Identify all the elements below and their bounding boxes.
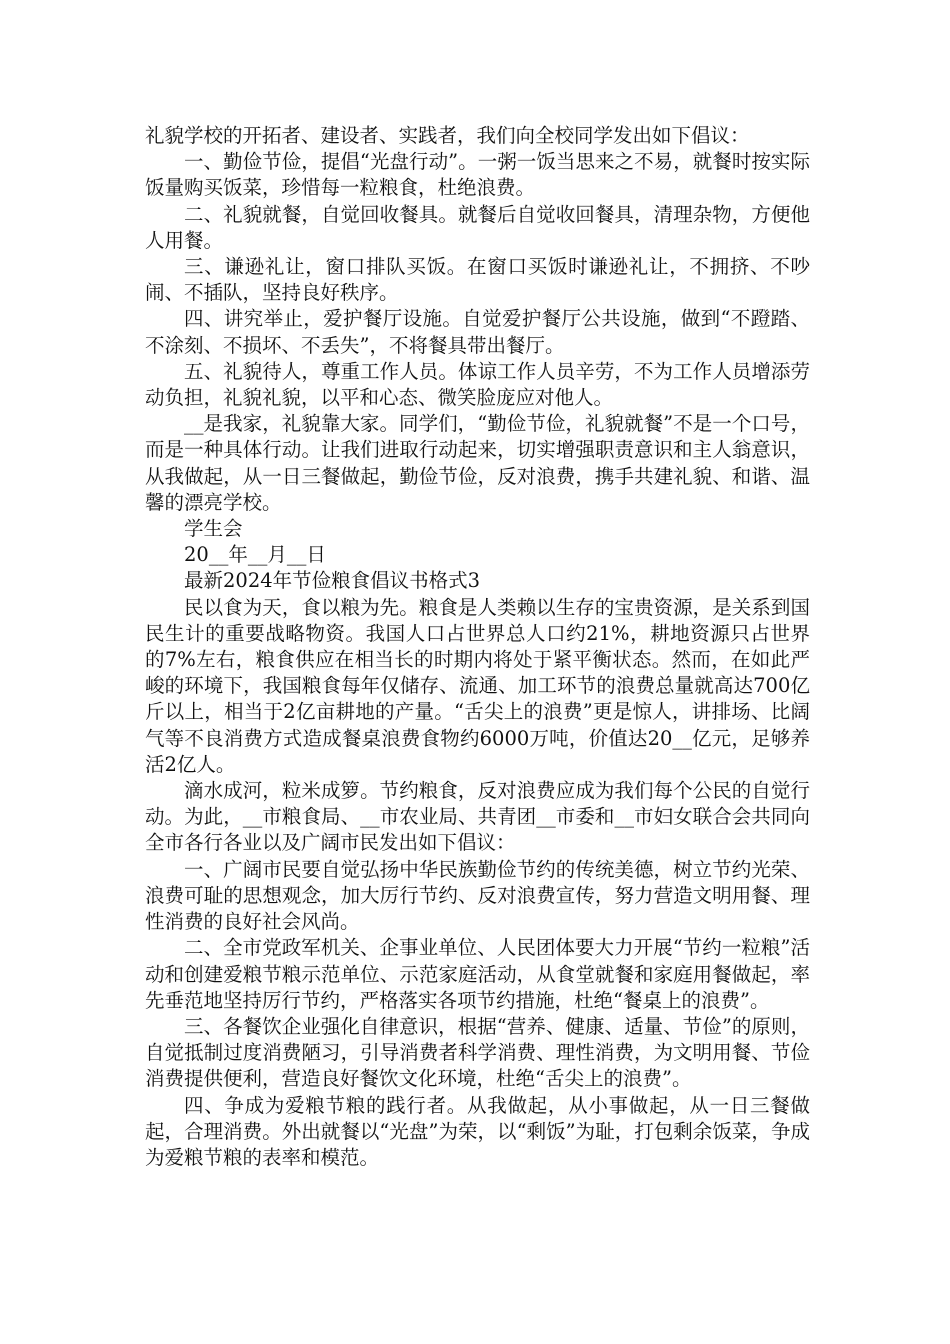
document-body [145,123,810,1171]
paragraph-proposal-4: 四、争成为爱粮节粮的践行者。从我做起，从小事做起，从一日三餐做起，合理消费。外出就餐以“光盘”为荣，以“剩饭”为耻，打包剩余饭菜，争成为爱粮节粮的表率和模范。 [145,1093,810,1169]
paragraph-proposal-2: 二、全市党政军机关、企事业单位、人民团体要大力开展“节约一粒粮”活动和创建爱粮节粮示范单位、示范家庭活动，从食堂就餐和家庭用餐做起，率先垂范地坚持厉行节约，严格落实各项节约措施，杜绝“餐桌上的浪费”。 [145,936,810,1012]
paragraph-item-5: 五、礼貌待人，尊重工作人员。体谅工作人员辛劳，不为工作人员增添劳动负担，礼貌礼貌，以平和心态、微笑脸庞应对他人。 [145,359,810,410]
section-heading: 最新2024年节俭粮食倡议书格式3 [184,569,481,593]
paragraph-call: 滴水成河，粒米成箩。节约粮食，反对浪费应成为我们每个公民的自觉行动。为此，__市粮食局、__市农业局、共青团__市委和__市妇女联合会共同向全市各行各业以及广阔市民发出如下倡议： [145,779,810,855]
paragraph-item-2: 二、礼貌就餐，自觉回收餐具。就餐后自觉收回餐具，清理杂物，方便他人用餐。 [145,202,810,252]
paragraph-background: 民以食为天，食以粮为先。粮食是人类赖以生存的宝贵资源，是关系到国民生计的重要战略物资。我国人口占世界总人口约21%，耕地资源只占世界的7%左右，粮食供应在相当长的时期内将处于紧平衡状态。然而，在如此严峻的环境下，我国粮食每年仅储存、流通、加工环节的浪费总量就高达700亿斤以上，相当于2亿亩耕地的产量。“舌尖上的浪费”更是惊人，讲排场、比阔气等不良消费方式造成餐桌浪费食物约6000万吨，价值达20__亿元，足够养活2亿人。 [145,595,810,776]
signature-date: 20__年__月__日 [184,543,326,567]
signature-org: 学生会 [184,517,243,541]
paragraph-proposal-3: 三、各餐饮企业强化自律意识，根据“营养、健康、适量、节俭”的原则，自觉抵制过度消费陋习，引导消费者科学消费、理性消费，为文明用餐、节俭消费提供便利，营造良好餐饮文化环境，杜绝“舌尖上的浪费”。 [145,1014,810,1091]
paragraph-item-4: 四、讲究举止，爱护餐厅设施。自觉爱护餐厅公共设施，做到“不蹬踏、不涂刻、不损坏、不丢失”，不将餐具带出餐厅。 [145,307,810,357]
paragraph-proposal-1: 一、广阔市民要自觉弘扬中华民族勤俭节约的传统美德，树立节约光荣、浪费可耻的思想观念，加大厉行节约、反对浪费宣传，努力营造文明用餐、理性消费的良好社会风尚。 [145,857,810,934]
paragraph-intro: 礼貌学校的开拓者、建设者、实践者，我们向全校同学发出如下倡议： [145,124,750,147]
paragraph-item-3: 三、谦逊礼让，窗口排队买饭。在窗口买饭时谦逊礼让，不拥挤、不吵闹、不插队，坚持良好秩序。 [145,255,810,305]
paragraph-closing: __是我家，礼貌靠大家。同学们，“勤俭节俭，礼貌就餐”不是一个口号，而是一种具体行动。让我们进取行动起来，切实增强职责意识和主人翁意识，从我做起，从一日三餐做起，勤俭节俭，反对浪费，携手共建礼貌、和谐、温馨的漂亮学校。 [145,412,810,514]
paragraph-item-1: 一、勤俭节俭，提倡“光盘行动”。一粥一饭当思来之不易，就餐时按实际饭量购买饭菜，珍惜每一粒粮食，杜绝浪费。 [145,150,810,200]
